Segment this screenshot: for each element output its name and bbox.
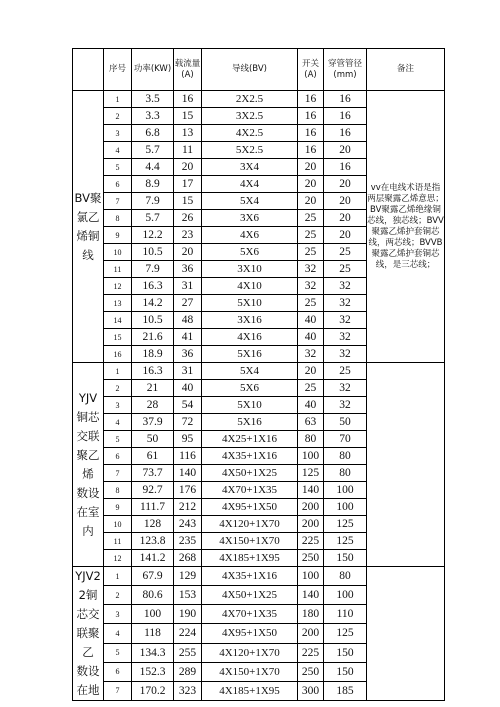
- cell-seq: 15: [104, 329, 132, 346]
- cell-power: 134.3: [132, 643, 174, 662]
- cell-current: 40: [174, 380, 202, 397]
- cell-wire: 5X6: [202, 244, 298, 261]
- cell-conduit: 20: [324, 227, 367, 244]
- cell-switch: 16: [298, 125, 324, 142]
- table-row: [73, 363, 445, 380]
- cell-wire: 4X16: [202, 329, 298, 346]
- cell-current: 36: [174, 261, 202, 278]
- cell-power: 118: [132, 624, 174, 643]
- cell-power: 3.3: [132, 108, 174, 125]
- cell-current: 48: [174, 312, 202, 329]
- cell-wire: 4X6: [202, 227, 298, 244]
- cell-wire: 5X16: [202, 346, 298, 363]
- cell-wire: 4X120+1X70: [202, 643, 298, 662]
- cell-seq: 4: [104, 414, 132, 431]
- cell-current: 26: [174, 210, 202, 227]
- group-label-line: 联聚: [76, 626, 100, 640]
- cell-power: 73.7: [132, 465, 174, 482]
- cell-current: 129: [174, 567, 202, 586]
- cell-seq: 14: [104, 312, 132, 329]
- cell-power: 7.9: [132, 193, 174, 210]
- cell-current: 72: [174, 414, 202, 431]
- cell-wire: 4X2.5: [202, 125, 298, 142]
- cell-switch: 250: [298, 662, 324, 681]
- cable-spec-table: [72, 48, 445, 701]
- cell-current: 36: [174, 346, 202, 363]
- cell-switch: 16: [298, 91, 324, 108]
- cell-power: 14.2: [132, 295, 174, 312]
- cell-switch: 25: [298, 244, 324, 261]
- cell-current: 13: [174, 125, 202, 142]
- cell-conduit: 185: [324, 681, 367, 700]
- cell-seq: 3: [104, 397, 132, 414]
- table-row: [73, 91, 445, 108]
- cell-wire: 3X4: [202, 159, 298, 176]
- cell-power: 8.9: [132, 176, 174, 193]
- cell-conduit: 25: [324, 363, 367, 380]
- cell-conduit: 20: [324, 176, 367, 193]
- cell-wire: 3X16: [202, 312, 298, 329]
- cell-current: 41: [174, 329, 202, 346]
- cell-wire: 4X35+1X16: [202, 567, 298, 586]
- group-label: [73, 567, 104, 701]
- cell-power: 7.9: [132, 261, 174, 278]
- cell-switch: 32: [298, 346, 324, 363]
- cell-seq: 12: [104, 278, 132, 295]
- cell-conduit: 32: [324, 397, 367, 414]
- cell-power: 10.5: [132, 244, 174, 261]
- cell-power: 12.2: [132, 227, 174, 244]
- cell-conduit: 25: [324, 261, 367, 278]
- cell-wire: 3X10: [202, 261, 298, 278]
- cell-seq: 6: [104, 448, 132, 465]
- cell-power: 16.3: [132, 278, 174, 295]
- cell-power: 100: [132, 605, 174, 624]
- cell-conduit: 150: [324, 550, 367, 567]
- cell-wire: 4X95+1X50: [202, 624, 298, 643]
- cell-conduit: 50: [324, 414, 367, 431]
- cell-current: 20: [174, 159, 202, 176]
- cell-switch: 16: [298, 108, 324, 125]
- cell-power: 5.7: [132, 142, 174, 159]
- cell-conduit: 100: [324, 499, 367, 516]
- cell-wire: 5X4: [202, 193, 298, 210]
- cell-power: 10.5: [132, 312, 174, 329]
- cell-power: 50: [132, 431, 174, 448]
- cell-power: 128: [132, 516, 174, 533]
- group-label-line: 乙: [82, 645, 94, 659]
- cell-seq: 4: [104, 142, 132, 159]
- cell-current: 16: [174, 91, 202, 108]
- cell-current: 235: [174, 533, 202, 550]
- cell-switch: 140: [298, 586, 324, 605]
- cell-conduit: 80: [324, 448, 367, 465]
- cell-seq: 3: [104, 605, 132, 624]
- cell-seq: 16: [104, 346, 132, 363]
- cell-wire: 5X2.5: [202, 142, 298, 159]
- cell-conduit: 20: [324, 193, 367, 210]
- header-group: [73, 49, 104, 91]
- group-label-line: YJV: [78, 390, 98, 405]
- cell-power: 6.8: [132, 125, 174, 142]
- cell-current: 23: [174, 227, 202, 244]
- cell-seq: 11: [104, 261, 132, 278]
- cell-seq: 9: [104, 499, 132, 516]
- cell-wire: 4X70+1X35: [202, 482, 298, 499]
- cell-conduit: 16: [324, 91, 367, 108]
- cell-seq: 5: [104, 159, 132, 176]
- cell-wire: 4X35+1X16: [202, 448, 298, 465]
- table-row: [73, 567, 445, 586]
- cell-switch: 20: [298, 159, 324, 176]
- cell-current: 116: [174, 448, 202, 465]
- group-label-line: 在地: [76, 683, 100, 697]
- cell-switch: 25: [298, 380, 324, 397]
- cell-current: 95: [174, 431, 202, 448]
- cell-conduit: 16: [324, 125, 367, 142]
- header-current: 载流量(A): [174, 49, 202, 91]
- cell-wire: 3X2.5: [202, 108, 298, 125]
- cell-seq: 1: [104, 567, 132, 586]
- group-label-line: 内: [82, 523, 94, 538]
- header-row: [73, 49, 445, 91]
- cell-current: 20: [174, 244, 202, 261]
- cell-switch: 20: [298, 193, 324, 210]
- cell-conduit: 150: [324, 643, 367, 662]
- cell-wire: 4X95+1X50: [202, 499, 298, 516]
- cell-power: 170.2: [132, 681, 174, 700]
- group-label-line: 在室: [76, 504, 100, 519]
- cell-current: 54: [174, 397, 202, 414]
- header-conduit: 穿管管径(mm): [324, 49, 367, 91]
- cell-seq: 2: [104, 380, 132, 397]
- cell-wire: 5X16: [202, 414, 298, 431]
- cell-switch: 40: [298, 397, 324, 414]
- cell-wire: 3X6: [202, 210, 298, 227]
- cell-wire: 4X50+1X25: [202, 586, 298, 605]
- table-body: [73, 91, 445, 701]
- cell-switch: 25: [298, 210, 324, 227]
- cell-power: 18.9: [132, 346, 174, 363]
- cell-conduit: 20: [324, 142, 367, 159]
- cell-conduit: 125: [324, 516, 367, 533]
- cell-current: 190: [174, 605, 202, 624]
- cell-switch: 40: [298, 312, 324, 329]
- cell-switch: 250: [298, 550, 324, 567]
- cell-current: 140: [174, 465, 202, 482]
- cell-switch: 225: [298, 533, 324, 550]
- cell-wire: 4X25+1X16: [202, 431, 298, 448]
- cell-seq: 7: [104, 465, 132, 482]
- cell-current: 11: [174, 142, 202, 159]
- remark-note: vv在电线术语是指两层聚露乙烯意思；BV聚露乙烯绝缘铜芯线，独芯线；BVV聚露乙烯护套铜芯线，两芯线；BVVB聚露乙烯护套铜芯线，是三芯线；: [367, 91, 445, 363]
- cell-seq: 3: [104, 125, 132, 142]
- remark-empty: [367, 363, 445, 567]
- cell-seq: 11: [104, 533, 132, 550]
- cell-conduit: 25: [324, 244, 367, 261]
- cell-seq: 13: [104, 295, 132, 312]
- cell-conduit: 125: [324, 533, 367, 550]
- cell-seq: 1: [104, 363, 132, 380]
- cell-switch: 180: [298, 605, 324, 624]
- cell-switch: 300: [298, 681, 324, 700]
- cell-switch: 16: [298, 142, 324, 159]
- group-label-line: 芯交: [76, 607, 100, 621]
- cell-conduit: 125: [324, 624, 367, 643]
- group-label-line: YJV2: [75, 569, 101, 583]
- cell-conduit: 100: [324, 482, 367, 499]
- cell-switch: 200: [298, 624, 324, 643]
- cell-seq: 7: [104, 681, 132, 700]
- cell-seq: 6: [104, 662, 132, 681]
- cell-wire: 4X185+1X95: [202, 550, 298, 567]
- group-label-line: 交联: [76, 428, 100, 443]
- cell-switch: 25: [298, 227, 324, 244]
- cell-seq: 7: [104, 193, 132, 210]
- cell-power: 21.6: [132, 329, 174, 346]
- cell-power: 21: [132, 380, 174, 397]
- cell-switch: 125: [298, 465, 324, 482]
- cell-seq: 9: [104, 227, 132, 244]
- group-label-line: 数设: [76, 664, 100, 678]
- cell-switch: 32: [298, 261, 324, 278]
- cell-conduit: 32: [324, 312, 367, 329]
- cell-power: 152.3: [132, 662, 174, 681]
- cell-wire: 5X4: [202, 363, 298, 380]
- cell-conduit: 32: [324, 329, 367, 346]
- group-label-line: BV聚: [74, 190, 102, 205]
- cell-current: 323: [174, 681, 202, 700]
- cell-conduit: 20: [324, 210, 367, 227]
- cell-seq: 10: [104, 516, 132, 533]
- cell-switch: 63: [298, 414, 324, 431]
- cell-wire: 5X10: [202, 397, 298, 414]
- group-label: [73, 91, 104, 363]
- group-label: [73, 363, 104, 567]
- cell-current: 153: [174, 586, 202, 605]
- cell-seq: 8: [104, 482, 132, 499]
- cell-power: 5.7: [132, 210, 174, 227]
- header-switch: 开关(A): [298, 49, 324, 91]
- cell-seq: 4: [104, 624, 132, 643]
- cell-switch: 20: [298, 363, 324, 380]
- cell-seq: 6: [104, 176, 132, 193]
- cell-switch: 100: [298, 567, 324, 586]
- group-label-line: 烯铜: [76, 228, 100, 243]
- cell-conduit: 150: [324, 662, 367, 681]
- header-power: 功率(KW): [132, 49, 174, 91]
- cell-power: 92.7: [132, 482, 174, 499]
- cell-conduit: 32: [324, 346, 367, 363]
- cell-conduit: 16: [324, 159, 367, 176]
- cell-conduit: 80: [324, 567, 367, 586]
- cell-power: 61: [132, 448, 174, 465]
- cell-wire: 2X2.5: [202, 91, 298, 108]
- cell-conduit: 16: [324, 108, 367, 125]
- group-label-line: 聚乙: [76, 447, 100, 462]
- cell-power: 37.9: [132, 414, 174, 431]
- group-label-line: 氯乙: [76, 209, 100, 224]
- cell-conduit: 32: [324, 380, 367, 397]
- header-wire: 导线(BV): [202, 49, 298, 91]
- cell-seq: 1: [104, 91, 132, 108]
- cell-conduit: 32: [324, 278, 367, 295]
- cell-power: 16.3: [132, 363, 174, 380]
- cell-switch: 32: [298, 278, 324, 295]
- cell-current: 31: [174, 363, 202, 380]
- cell-conduit: 70: [324, 431, 367, 448]
- group-label-line: 铜芯: [76, 409, 100, 424]
- cell-current: 15: [174, 108, 202, 125]
- cell-wire: 4X150+1X70: [202, 662, 298, 681]
- cell-power: 123.8: [132, 533, 174, 550]
- cell-wire: 4X185+1X95: [202, 681, 298, 700]
- cell-wire: 4X50+1X25: [202, 465, 298, 482]
- cell-switch: 225: [298, 643, 324, 662]
- cell-conduit: 80: [324, 465, 367, 482]
- cell-current: 268: [174, 550, 202, 567]
- cell-seq: 10: [104, 244, 132, 261]
- cell-switch: 25: [298, 295, 324, 312]
- group-label-line: 数设: [76, 485, 100, 500]
- cell-wire: 4X120+1X70: [202, 516, 298, 533]
- cell-power: 3.5: [132, 91, 174, 108]
- cell-current: 17: [174, 176, 202, 193]
- cell-wire: 5X10: [202, 295, 298, 312]
- cell-current: 212: [174, 499, 202, 516]
- cell-switch: 140: [298, 482, 324, 499]
- cell-switch: 40: [298, 329, 324, 346]
- header-remark: 备注: [367, 49, 445, 91]
- cell-current: 31: [174, 278, 202, 295]
- cell-power: 28: [132, 397, 174, 414]
- cell-power: 4.4: [132, 159, 174, 176]
- cell-seq: 8: [104, 210, 132, 227]
- cell-switch: 20: [298, 176, 324, 193]
- header-seq: 序号: [104, 49, 132, 91]
- cell-wire: 4X70+1X35: [202, 605, 298, 624]
- cell-conduit: 100: [324, 586, 367, 605]
- cell-seq: 2: [104, 586, 132, 605]
- cell-power: 67.9: [132, 567, 174, 586]
- cell-wire: 4X150+1X70: [202, 533, 298, 550]
- cell-seq: 5: [104, 643, 132, 662]
- cell-current: 224: [174, 624, 202, 643]
- group-label-line: 烯: [82, 466, 94, 481]
- cell-current: 27: [174, 295, 202, 312]
- cell-current: 289: [174, 662, 202, 681]
- cell-wire: 4X4: [202, 176, 298, 193]
- cell-switch: 200: [298, 499, 324, 516]
- cell-switch: 200: [298, 516, 324, 533]
- cell-power: 111.7: [132, 499, 174, 516]
- cell-current: 243: [174, 516, 202, 533]
- cell-power: 141.2: [132, 550, 174, 567]
- cell-current: 255: [174, 643, 202, 662]
- remark-empty: [367, 567, 445, 701]
- cell-seq: 12: [104, 550, 132, 567]
- cell-power: 80.6: [132, 586, 174, 605]
- cell-seq: 2: [104, 108, 132, 125]
- cell-current: 176: [174, 482, 202, 499]
- cell-conduit: 110: [324, 605, 367, 624]
- cell-switch: 80: [298, 431, 324, 448]
- group-label-line: 线: [82, 247, 94, 262]
- cell-switch: 100: [298, 448, 324, 465]
- group-label-line: 2铜: [78, 588, 98, 602]
- cell-wire: 4X10: [202, 278, 298, 295]
- cell-current: 15: [174, 193, 202, 210]
- cell-seq: 5: [104, 431, 132, 448]
- cell-conduit: 32: [324, 295, 367, 312]
- cell-wire: 5X6: [202, 380, 298, 397]
